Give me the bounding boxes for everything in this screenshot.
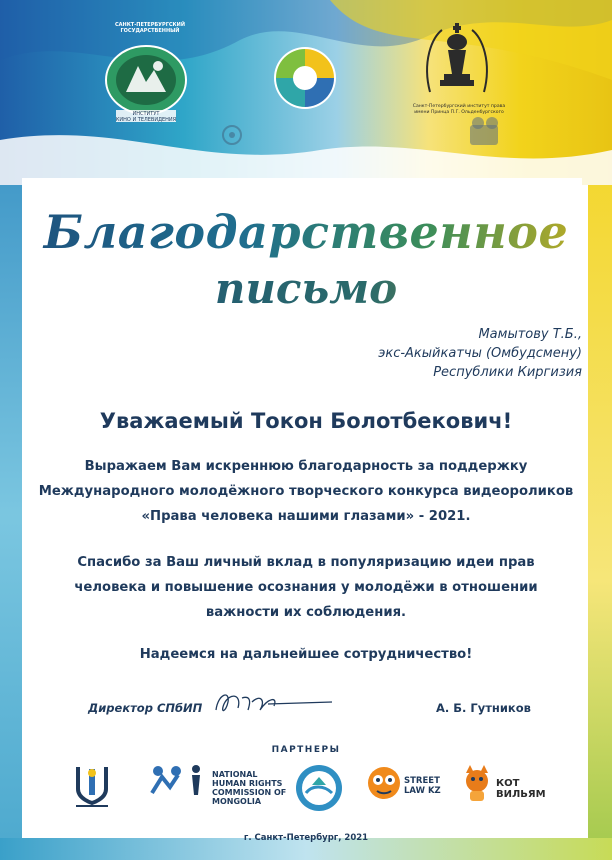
logo-right-caption-line1: Санкт-Петербургский институт права bbox=[412, 104, 506, 109]
place-and-year: г. Санкт-Петербург, 2021 bbox=[243, 833, 369, 843]
partner-kot-vilyam bbox=[496, 778, 546, 800]
title-line2: письмо bbox=[0, 264, 612, 313]
paragraph-gratitude bbox=[20, 454, 592, 529]
paragraph-line: Выражаем Вам искреннюю благодарность за поддержку bbox=[84, 459, 528, 474]
signatory-name: А. Б. Гутников bbox=[436, 701, 531, 715]
paragraph-line: важности их соблюдения. bbox=[205, 605, 407, 620]
title-line1: Благодарственное bbox=[0, 205, 612, 259]
partner-logo-street-law-mascot bbox=[366, 763, 402, 803]
paragraph-contribution bbox=[20, 550, 592, 625]
logo-right-caption bbox=[404, 104, 514, 116]
logo-left-bottom-line2: КИНО И ТЕЛЕВИДЕНИЯ bbox=[115, 117, 177, 122]
nhrc-line2: HUMAN RIGHTS bbox=[212, 779, 283, 788]
paragraph-cooperation bbox=[20, 642, 592, 667]
paragraph-line: человека и повышение осознания у молодёжи в отношении bbox=[74, 580, 538, 595]
logo-left-arc-text: САНКТ-ПЕТЕРБУРГСКИЙ ГОСУДАРСТВЕННЫЙ bbox=[114, 22, 186, 34]
handwritten-signature bbox=[208, 684, 338, 720]
nhrc-line3: COMMISSION OF bbox=[212, 788, 287, 797]
partner-logo-ombudsman bbox=[150, 763, 184, 797]
kot-line1: КОТ bbox=[496, 778, 520, 789]
contest-aperture-logo bbox=[272, 45, 338, 111]
addressee-line1: Мамытову Т.Б., bbox=[478, 327, 582, 342]
addressee-line2: экс-Акыйкатчы (Омбудсмену) bbox=[378, 346, 582, 361]
partner-logo-cat-mascot bbox=[460, 763, 494, 803]
partner-street-law bbox=[404, 776, 441, 796]
nhrc-line4: MONGOLIA bbox=[212, 797, 262, 806]
addressee-line3: Республики Киргизия bbox=[433, 365, 582, 380]
partner-logo-kazakhstan-bureau bbox=[72, 763, 112, 809]
paragraph-line: Международного молодёжного творческого конкурса видеороликов bbox=[38, 484, 574, 499]
partner-nhrc-mongolia bbox=[212, 770, 286, 806]
kot-line2: ВИЛЬЯМ bbox=[496, 789, 546, 800]
spbip-chess-logo bbox=[422, 22, 492, 102]
signatory-position: Директор СПбИП bbox=[88, 701, 203, 715]
spbgikit-logo bbox=[96, 30, 196, 122]
logo-left-bottom-line1: ИНСТИТУТ bbox=[132, 111, 160, 117]
addressee-block bbox=[378, 325, 582, 382]
street-law-line1: STREET bbox=[404, 776, 440, 786]
paragraph-line: «Права человека нашими глазами» - 2021. bbox=[141, 509, 471, 524]
paragraph-line: Надеемся на дальнейшее сотрудничество! bbox=[139, 647, 473, 662]
paragraph-line: Спасибо за Ваш личный вклад в популяризацию идеи прав bbox=[77, 555, 535, 570]
partners-heading: ПАРТНЕРЫ bbox=[271, 745, 341, 755]
nhrc-line1: NATIONAL bbox=[212, 770, 258, 779]
street-law-line2: LAW KZ bbox=[404, 786, 441, 796]
partner-logo-nhrc-mongolia-mark bbox=[188, 763, 204, 797]
partner-logo-round-emblem bbox=[294, 763, 344, 813]
greeting: Уважаемый Токон Болотбекович! bbox=[99, 409, 513, 433]
logo-right-caption-line2: имени Принца П.Г. Ольденбургского bbox=[414, 110, 504, 115]
